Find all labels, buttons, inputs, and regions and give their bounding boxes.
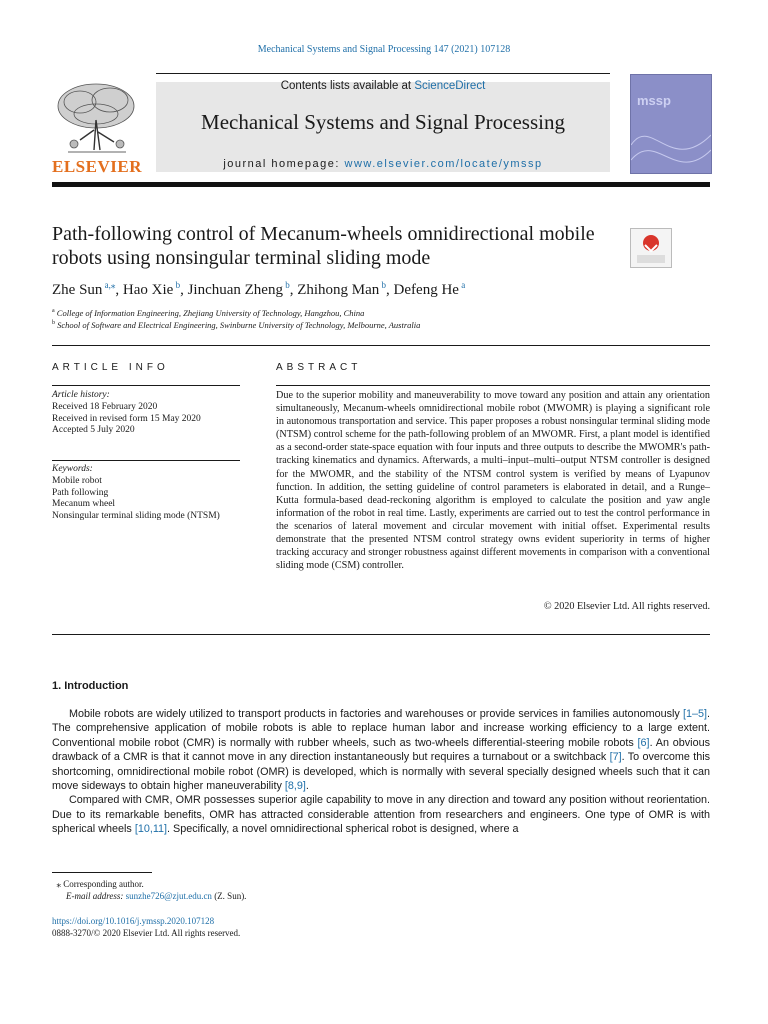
intro-body — [52, 707, 710, 837]
check-for-updates-icon — [631, 229, 671, 267]
abstract-heading: ABSTRACT — [276, 362, 362, 373]
author-separator: , — [115, 282, 123, 298]
author-affiliation-mark[interactable]: a — [458, 280, 466, 290]
author-affiliation-mark[interactable]: a,⁎ — [102, 280, 116, 290]
journal-homepage: journal homepage: www.elsevier.com/locate/ymssp — [223, 158, 543, 170]
author-email-link[interactable]: sunzhe726@zjut.edu.cn — [125, 891, 212, 901]
sciencedirect-link[interactable]: ScienceDirect — [414, 80, 486, 92]
journal-citation-link[interactable]: Mechanical Systems and Signal Processing 147 (2021) 107128 — [257, 44, 511, 55]
abstract-bottom-rule — [52, 634, 710, 635]
author-name[interactable]: Jinchuan Zheng — [187, 282, 283, 298]
footnote-rule — [52, 872, 152, 873]
article-history: Article history: Received 18 February 2020 Received in revised form 15 May 2020 Accepted 5 July 2020 — [52, 390, 252, 437]
reference-link[interactable]: [7] — [609, 751, 622, 764]
keyword: Path following — [52, 487, 109, 498]
article-info-heading: ARTICLE INFO — [52, 362, 169, 373]
corresponding-author-note: ⁎ Corresponding author. — [56, 879, 144, 889]
history-received: Received 18 February 2020 — [52, 401, 158, 412]
author-affiliation-mark[interactable]: b — [282, 280, 290, 290]
keywords-rule — [52, 460, 240, 461]
abstract-text: Due to the superior mobility and maneuverability to move toward any position and attain any orientation simultaneously, Mecanum-wheels omnidirectional mobile robot (MWOMR) is playing a significant role in autonomous transportation and service. This paper proposes a robust nonsingular terminal sliding mode (NTSM) control scheme for the path-following problem of an MWOMR. First, a plant model is identified as a second-order state-space equation with four inputs and three outputs to describe the MWOMR's path-tracking kinematics and dynamics. Afterwards, a multi–input–multi–output NTSM controller is designed for the MWOMR, and the stability of the NTSM control system is verified by means of Lyapunov function. In addition, the setting guideline of control parameters is elaborated in detail, and a Runge–Kutta formula-based dead-reckoning algorithm is employed to calculate the position and yaw angle information of the robot in real time. Lastly, experiments are carried out to test the control performance in the scenarios of lateral movement and circular movement with initial offset. Experimental results demonstrate that the presented NTSM control strategy owns evident superiority in terms of higher tracking accuracy and stronger robustness against different movements in comparison with a conventional sliding mode (CSM) controller. — [276, 390, 710, 572]
keywords-block: Keywords: Mobile robot Path following Mecanum wheel Nonsingular terminal sliding mode (NTSM) — [52, 464, 272, 523]
keyword: Nonsingular terminal sliding mode (NTSM) — [52, 511, 220, 522]
affiliation-b: $^b$ School of Software and Electrical Engineering, Swinburne University of Technology, Melbourne, Australia — [52, 320, 421, 330]
body-text-run: Mobile robots are widely utilized to transport products in factories and warehouses or provide services in families autonomously — [69, 708, 683, 720]
cover-title: mssp — [637, 93, 671, 108]
affiliation-a: $^a$ College of Information Engineering, Zhejiang University of Technology, Hangzhou, China — [52, 308, 365, 318]
body-text-run: . Specifically, a novel omnidirectional spherical robot is designed, where a — [167, 823, 519, 836]
article-info-rule — [52, 385, 240, 386]
cover-wave-graphic — [631, 115, 711, 173]
author-affiliation-mark[interactable]: b — [173, 280, 181, 290]
reference-link[interactable]: [1–5] — [682, 708, 707, 720]
doi-line[interactable] — [52, 915, 214, 927]
reference-link[interactable]: [8,9] — [284, 780, 306, 793]
body-text-run: . The comprehensive application of mobile robots is able to replace human labor and increase working efficiency to a large extent. Conventional mobile robot (CMR) is normally with rubber wheels, such as two-wheels differential-steering mobile robots — [52, 708, 710, 749]
masthead-bottom-rule — [52, 182, 710, 187]
homepage-link[interactable]: www.elsevier.com/locate/ymssp — [344, 158, 543, 170]
author-separator: , — [386, 282, 394, 298]
contents-line: Contents lists available at ScienceDirect — [280, 80, 486, 92]
body-text-run: . To overcome this shortcoming, omnidirectional mobile robot (OMR) is developed, which is normally with several specially designed wheels such that it can move sideways to obtain higher maneuverability — [52, 751, 711, 793]
abstract-rule — [276, 385, 710, 386]
author-list — [52, 280, 465, 299]
author-name[interactable]: Zhihong Man — [297, 282, 380, 298]
author-affiliation-mark[interactable]: b — [379, 280, 387, 290]
author-separator: , — [180, 282, 188, 298]
check-for-updates-button[interactable] — [630, 228, 672, 268]
email-note: E-mail address: sunzhe726@zjut.edu.cn (Z. Sun). — [66, 891, 247, 901]
intro-paragraph-2 — [52, 793, 710, 836]
article-title: Path-following control of Mecanum-wheels omnidirectional mobile robots using nonsingular terminal sliding mode — [52, 223, 595, 269]
body-text-run: Compared with CMR, OMR possesses superior agile capability to move in any direction and toward any position without reorientation. Due to its remarkable benefits, OMR has attracted considerable attention from researchers and engineers. One type of OMR is with spherical wheels — [52, 794, 710, 836]
reference-link[interactable]: [6] — [637, 736, 650, 749]
doi-link[interactable]: https://doi.org/10.1016/j.ymssp.2020.107128 — [52, 916, 215, 926]
body-text-run: . — [305, 780, 309, 793]
section-heading-introduction: 1. Introduction — [52, 680, 129, 692]
keyword: Mecanum wheel — [52, 499, 116, 510]
intro-paragraph-1 — [52, 707, 710, 793]
info-top-rule — [52, 345, 710, 346]
journal-name: Mechanical Systems and Signal Processing — [201, 110, 565, 134]
history-revised: Received in revised form 15 May 2020 — [52, 413, 201, 424]
author-separator: , — [289, 282, 298, 298]
author-name[interactable]: Hao Xie — [122, 282, 174, 298]
author-name[interactable]: Zhe Sun — [52, 282, 103, 298]
body-text-run: . An obvious drawback of a CMR is that it cannot move in any direction instantaneously but requires a turnabout or a switchback — [52, 736, 710, 764]
reference-link[interactable]: [10,11] — [134, 823, 168, 836]
issn-line: 0888-3270/© 2020 Elsevier Ltd. All rights reserved. — [52, 928, 241, 938]
journal-citation[interactable] — [0, 44, 768, 55]
author-name[interactable]: Defeng He — [393, 282, 459, 298]
history-accepted: Accepted 5 July 2020 — [52, 425, 135, 436]
elsevier-wordmark: ELSEVIER — [52, 157, 142, 176]
masthead-top-rule — [156, 73, 610, 74]
keyword: Mobile robot — [52, 475, 102, 486]
journal-cover-thumbnail[interactable] — [630, 74, 712, 174]
abstract-copyright: © 2020 Elsevier Ltd. All rights reserved. — [543, 601, 710, 612]
